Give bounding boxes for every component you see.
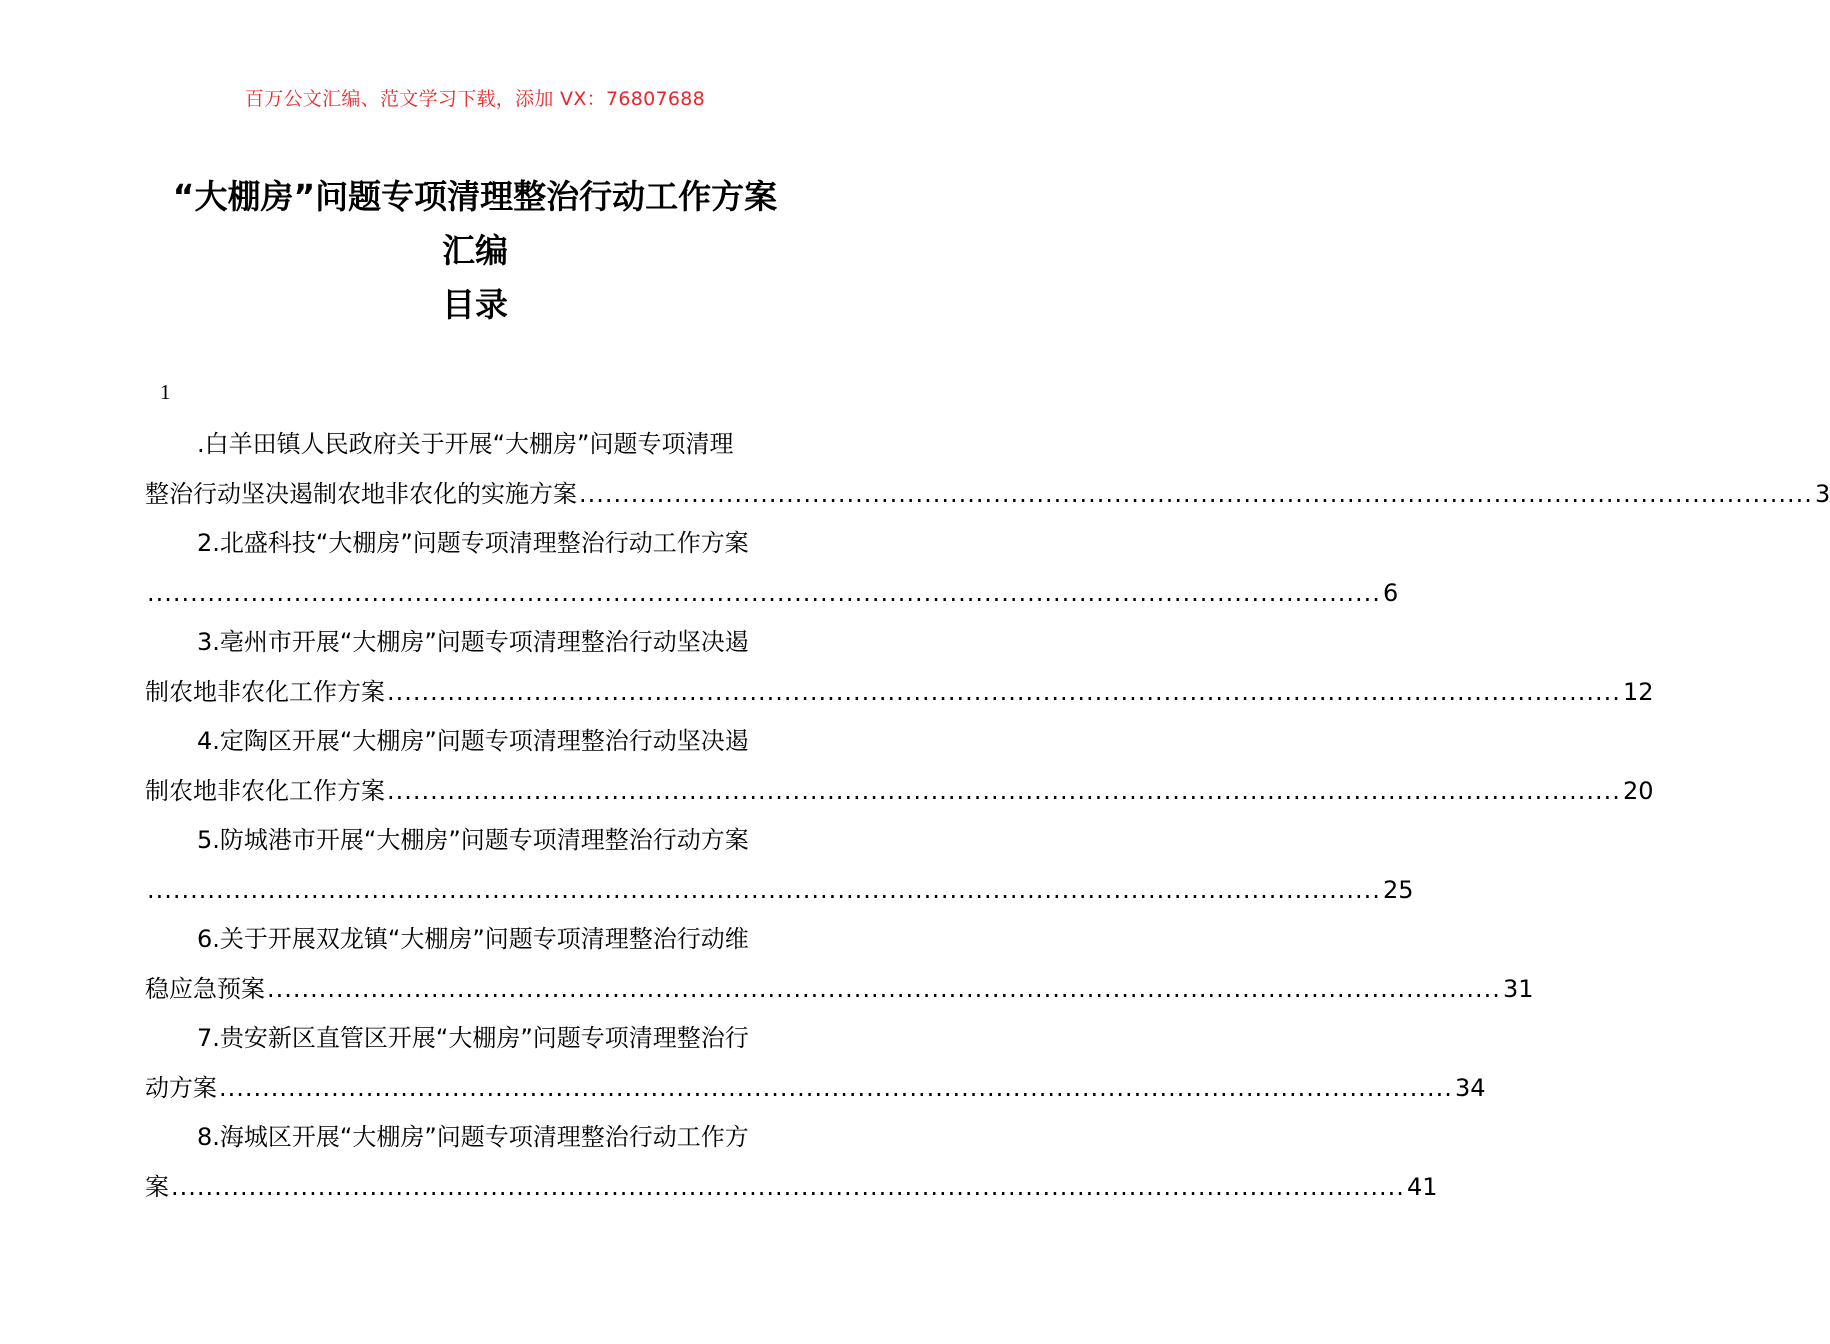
toc-page-number: 34 [1454, 1073, 1486, 1102]
toc-entry[interactable] [145, 816, 1414, 915]
toc-page-number: 25 [1382, 875, 1414, 904]
toc-entry-title: .白羊田镇人民政府关于开展“大棚房”问题专项清理 [197, 430, 734, 458]
toc-page-number: 41 [1406, 1172, 1438, 1201]
title-line-2: 汇编 [442, 231, 508, 270]
dot-leader: ............................................................................................................................................... [387, 677, 1621, 706]
dot-leader: ............................................................................................................................................... [147, 578, 1381, 607]
toc-entry-title: 7.贵安新区直管区开展“大棚房”问题专项清理整治行 [197, 1024, 749, 1052]
page-marker: 1 [160, 380, 171, 404]
toc-entry-title-cont: 整治行动坚决遏制农地非农化的实施方案 [145, 479, 577, 508]
toc-entry-title: 4.定陶区开展“大棚房”问题专项清理整治行动坚决遏 [197, 727, 749, 755]
toc-entry-title: 3.亳州市开展“大棚房”问题专项清理整治行动坚决遏 [197, 628, 749, 656]
toc-entry-title-cont: 动方案 [145, 1073, 217, 1102]
toc-entry-title: 6.关于开展双龙镇“大棚房”问题专项清理整治行动维 [197, 925, 749, 953]
dot-leader: ............................................................................................................................................... [147, 875, 1381, 904]
dot-leader: ............................................................................................................................................... [171, 1172, 1405, 1201]
dot-leader: ............................................................................................................................................... [387, 776, 1621, 805]
toc-page-number: 31 [1502, 974, 1534, 1003]
dot-leader: ............................................................................................................................................... [579, 479, 1813, 508]
toc-entry-title: 5.防城港市开展“大棚房”问题专项清理整治行动方案 [197, 826, 749, 854]
toc-entry[interactable] [145, 717, 1654, 816]
toc-page-number: 12 [1622, 677, 1654, 706]
toc-entry-title-cont: 制农地非农化工作方案 [145, 776, 385, 805]
toc-entry[interactable] [145, 1014, 1486, 1113]
toc-entry-title-cont: 案 [145, 1172, 169, 1201]
toc-entry-title-cont: 稳应急预案 [145, 974, 265, 1003]
toc-entry[interactable] [145, 618, 1654, 717]
title-line-1: “大棚房”问题专项清理整治行动工作方案 [172, 177, 778, 216]
toc-page-number: 3 [1814, 479, 1830, 508]
dot-leader: ............................................................................................................................................... [267, 974, 1501, 1003]
header-note: 百万公文汇编、范文学习下载，添加 VX：76807688 [244, 88, 706, 110]
table-of-contents [145, 420, 1830, 1212]
toc-heading: 目录 [442, 285, 508, 324]
toc-entry[interactable] [145, 915, 1534, 1014]
toc-entry-title: 8.海城区开展“大棚房”问题专项清理整治行动工作方 [197, 1123, 749, 1151]
toc-entry[interactable] [145, 519, 1399, 618]
toc-entry[interactable] [145, 420, 1830, 519]
toc-entry-title: 2.北盛科技“大棚房”问题专项清理整治行动工作方案 [197, 529, 749, 557]
toc-page-number: 20 [1622, 776, 1654, 805]
dot-leader: ............................................................................................................................................... [219, 1073, 1453, 1102]
toc-entry-title-cont: 制农地非农化工作方案 [145, 677, 385, 706]
document-title [0, 170, 950, 332]
toc-page-number: 6 [1382, 578, 1399, 607]
toc-entry[interactable] [145, 1113, 1438, 1212]
